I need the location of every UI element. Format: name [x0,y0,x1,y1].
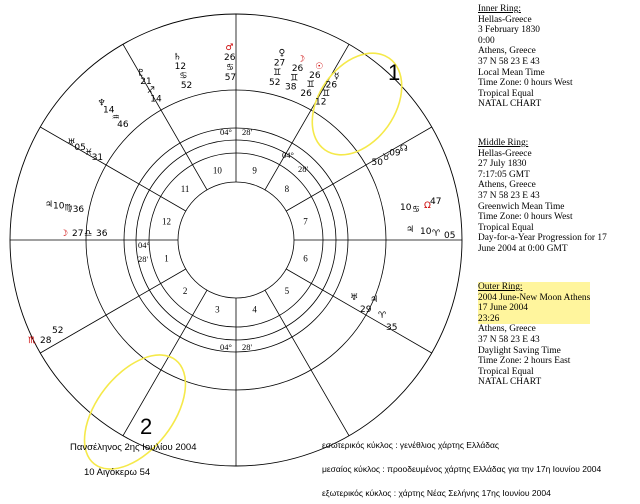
full-moon-degree: 10 Αιγόκερω 54 [84,467,151,478]
middle-ring-info [478,138,607,255]
house-number: 3 [215,304,220,315]
cusp-label: 04° [282,150,294,160]
planet-position: 26 [300,89,312,100]
info-line: NATAL CHART [478,377,542,388]
planet-position: ♊ [306,80,315,91]
ring-label: ♎ [84,229,93,239]
legend-inner: εσωτερικός κύκλος : γενέθλιος χάρτης Ελλάδας [322,440,500,450]
middle-ring-title: Middle Ring: [478,138,529,148]
info-line: Athens, Greece [478,324,536,335]
planet-glyph: ♅ [67,138,76,148]
planet-glyph: ♆ [97,98,106,109]
planet-position: 26 [291,63,304,74]
planet-position: 05 [74,143,86,153]
info-line: Daylight Saving Time [478,345,561,356]
ring-label: 28 [40,336,52,346]
house-number: 10 [212,165,222,176]
house-number: 12 [161,216,171,227]
house-number: 7 [303,216,308,227]
planet-position: 14 [150,94,162,105]
planet-position: 52 [180,80,193,91]
info-line: NATAL CHART [478,99,542,110]
info-line: 37 N 58 23 E 43 [478,190,540,201]
planet-position: ♋ [179,71,188,82]
house-numbers [162,165,308,314]
house-number: 9 [252,165,257,176]
cusp-label: 28' [242,127,253,137]
info-line: Local Mean Time [478,67,545,78]
house-cusp-line [265,290,349,435]
info-line: Time Zone: 2 hours East [478,356,571,367]
ring-label: ♃ [406,225,415,235]
planet-glyph: ☉ [315,62,324,73]
planet-glyph: ♃ [44,200,53,211]
info-line: June 2004 at 0:00 GMT [478,243,568,254]
cusp-label: 04° [138,240,150,250]
planet-position: 31 [91,153,104,163]
cusp-label: 28' [242,342,253,352]
planet-glyph: ☿ [333,71,340,82]
info-line: Time Zone: 0 hours West [478,212,573,223]
ring-label: 36 [96,229,108,239]
planet-position: 38 [284,82,297,93]
planet-position: 10 [53,201,65,212]
info-line: 0:00 [478,35,495,46]
house-number: 8 [284,184,290,195]
planet-position: 26 [309,71,321,82]
planet-position: 36 [72,205,85,216]
planet-position: 12 [174,61,187,72]
planet-position: ♓ [84,148,93,158]
planet-position: 26 [223,53,236,64]
planet-position: 12 [315,97,327,108]
ring-label: 10 [420,227,432,237]
info-line: 37 N 58 23 E 43 [478,334,540,345]
planet-position: 46 [117,119,129,130]
house-number: 4 [252,304,257,315]
house-cusp-line [123,290,207,435]
planet-position: 14 [102,105,115,116]
info-line: 37 N 58 23 E 43 [478,56,540,67]
info-line: Tropical Equal [478,88,534,99]
ring-label: 47 [430,197,442,207]
planet-glyph: ☊ [399,143,408,154]
cusp-label: 28' [138,254,149,264]
info-line-highlighted: 2004 June-New Moon Athens [478,292,591,303]
ring-label: 52 [52,326,64,336]
info-line: Hellas-Greece [478,148,532,159]
ring-label: ♏ [28,336,37,346]
house-cusp-line [286,269,431,353]
planet-position: 21 [140,77,152,88]
ring-label: Ω [424,201,431,211]
planet-position: 09 [389,148,401,159]
marker-2: 2 [140,414,153,439]
cusp-label: 04° [220,342,232,352]
info-line: Athens, Greece [478,180,536,191]
info-line: Tropical Equal [478,222,534,233]
planet-position: ♊ [322,88,331,99]
house-number: 1 [164,253,169,264]
info-line: Athens, Greece [478,46,536,57]
ring-label: 05 [444,231,456,241]
inner-ring-inner-circle [178,182,294,298]
ring-label: ♋ [412,205,421,215]
info-line: Greenwich Mean Time [478,201,565,212]
house-cusp-line [40,269,185,353]
planet-position: ♉ [382,153,391,164]
planet-position: ♍ [64,203,73,214]
ring-label: 27 [72,229,84,239]
info-line: Time Zone: 0 hours West [478,78,573,89]
ring-label: ♅ [350,293,359,303]
ring-label: 10 [400,203,412,213]
house-cusp-line [123,44,207,189]
planet-position: ♋ [226,63,235,74]
inner-ring-title: Inner Ring: [478,4,521,14]
planet-position: 52 [268,77,281,88]
planet-position: ♒ [111,112,120,123]
house-cusp-line [40,127,185,214]
planet-glyph: ♄ [173,52,182,63]
info-line-highlighted: 17 June 2004 [478,303,590,314]
planet-position: ♐ [146,85,156,96]
planet-position: ♊ [273,68,282,79]
outer-ring-info [478,282,590,388]
house-number: 2 [182,285,188,296]
info-line: Tropical Equal [478,366,534,377]
ring-label: ♈ [378,311,387,321]
marker-1: 1 [388,60,401,85]
full-moon-label: Πανσέληνος 2ης Ιουλίου 2004 [70,442,197,453]
ring-label: 29 [360,305,372,315]
legend-middle: μεσαίος κύκλος : προοδευμένος χάρτης Ελλάδας για την 17η Ιουνίου 2004 [322,464,602,474]
info-line: Hellas-Greece [478,14,532,25]
info-line-highlighted: 23:26 [478,314,590,325]
planet-position: 57 [224,73,237,84]
cusp-label: 28' [298,164,309,174]
house-cusp-line [286,127,431,211]
highlight-ellipse-2 [64,337,205,488]
planet-position: 26 [325,80,338,91]
inner-ring-info [478,4,573,110]
ring-label: ♈ [432,229,441,239]
outer-ring-title: Outer Ring: [478,282,590,293]
ring-label: 35 [386,323,398,333]
ring-label: ♃ [370,295,379,305]
cusp-label: 04° [220,127,232,137]
planet-position: 27 [273,58,286,69]
info-line: 27 July 1830 [478,159,527,170]
planet-position: 50 [371,157,383,168]
moon-label: ☽ [60,229,69,239]
info-line: 7:17:05 GMT [478,169,530,180]
planet-glyph: ♇ [136,68,146,79]
planet-glyph: ☽ [296,54,306,65]
legend-outer: εξωτερικός κύκλος : χάρτης Νέας Σελήνης 17ης Ιουνίου 2004 [322,488,551,498]
planet-glyph: ♂ [225,43,234,54]
house-number: 5 [284,285,290,296]
planet-glyph: ♀ [278,48,286,59]
house-number: 6 [303,253,308,264]
house-number: 11 [180,184,190,195]
info-line: Day-for-a-Year Progression for 17 [478,233,607,244]
planet-position: ♊ [290,73,299,84]
info-line: 3 February 1830 [478,25,540,36]
